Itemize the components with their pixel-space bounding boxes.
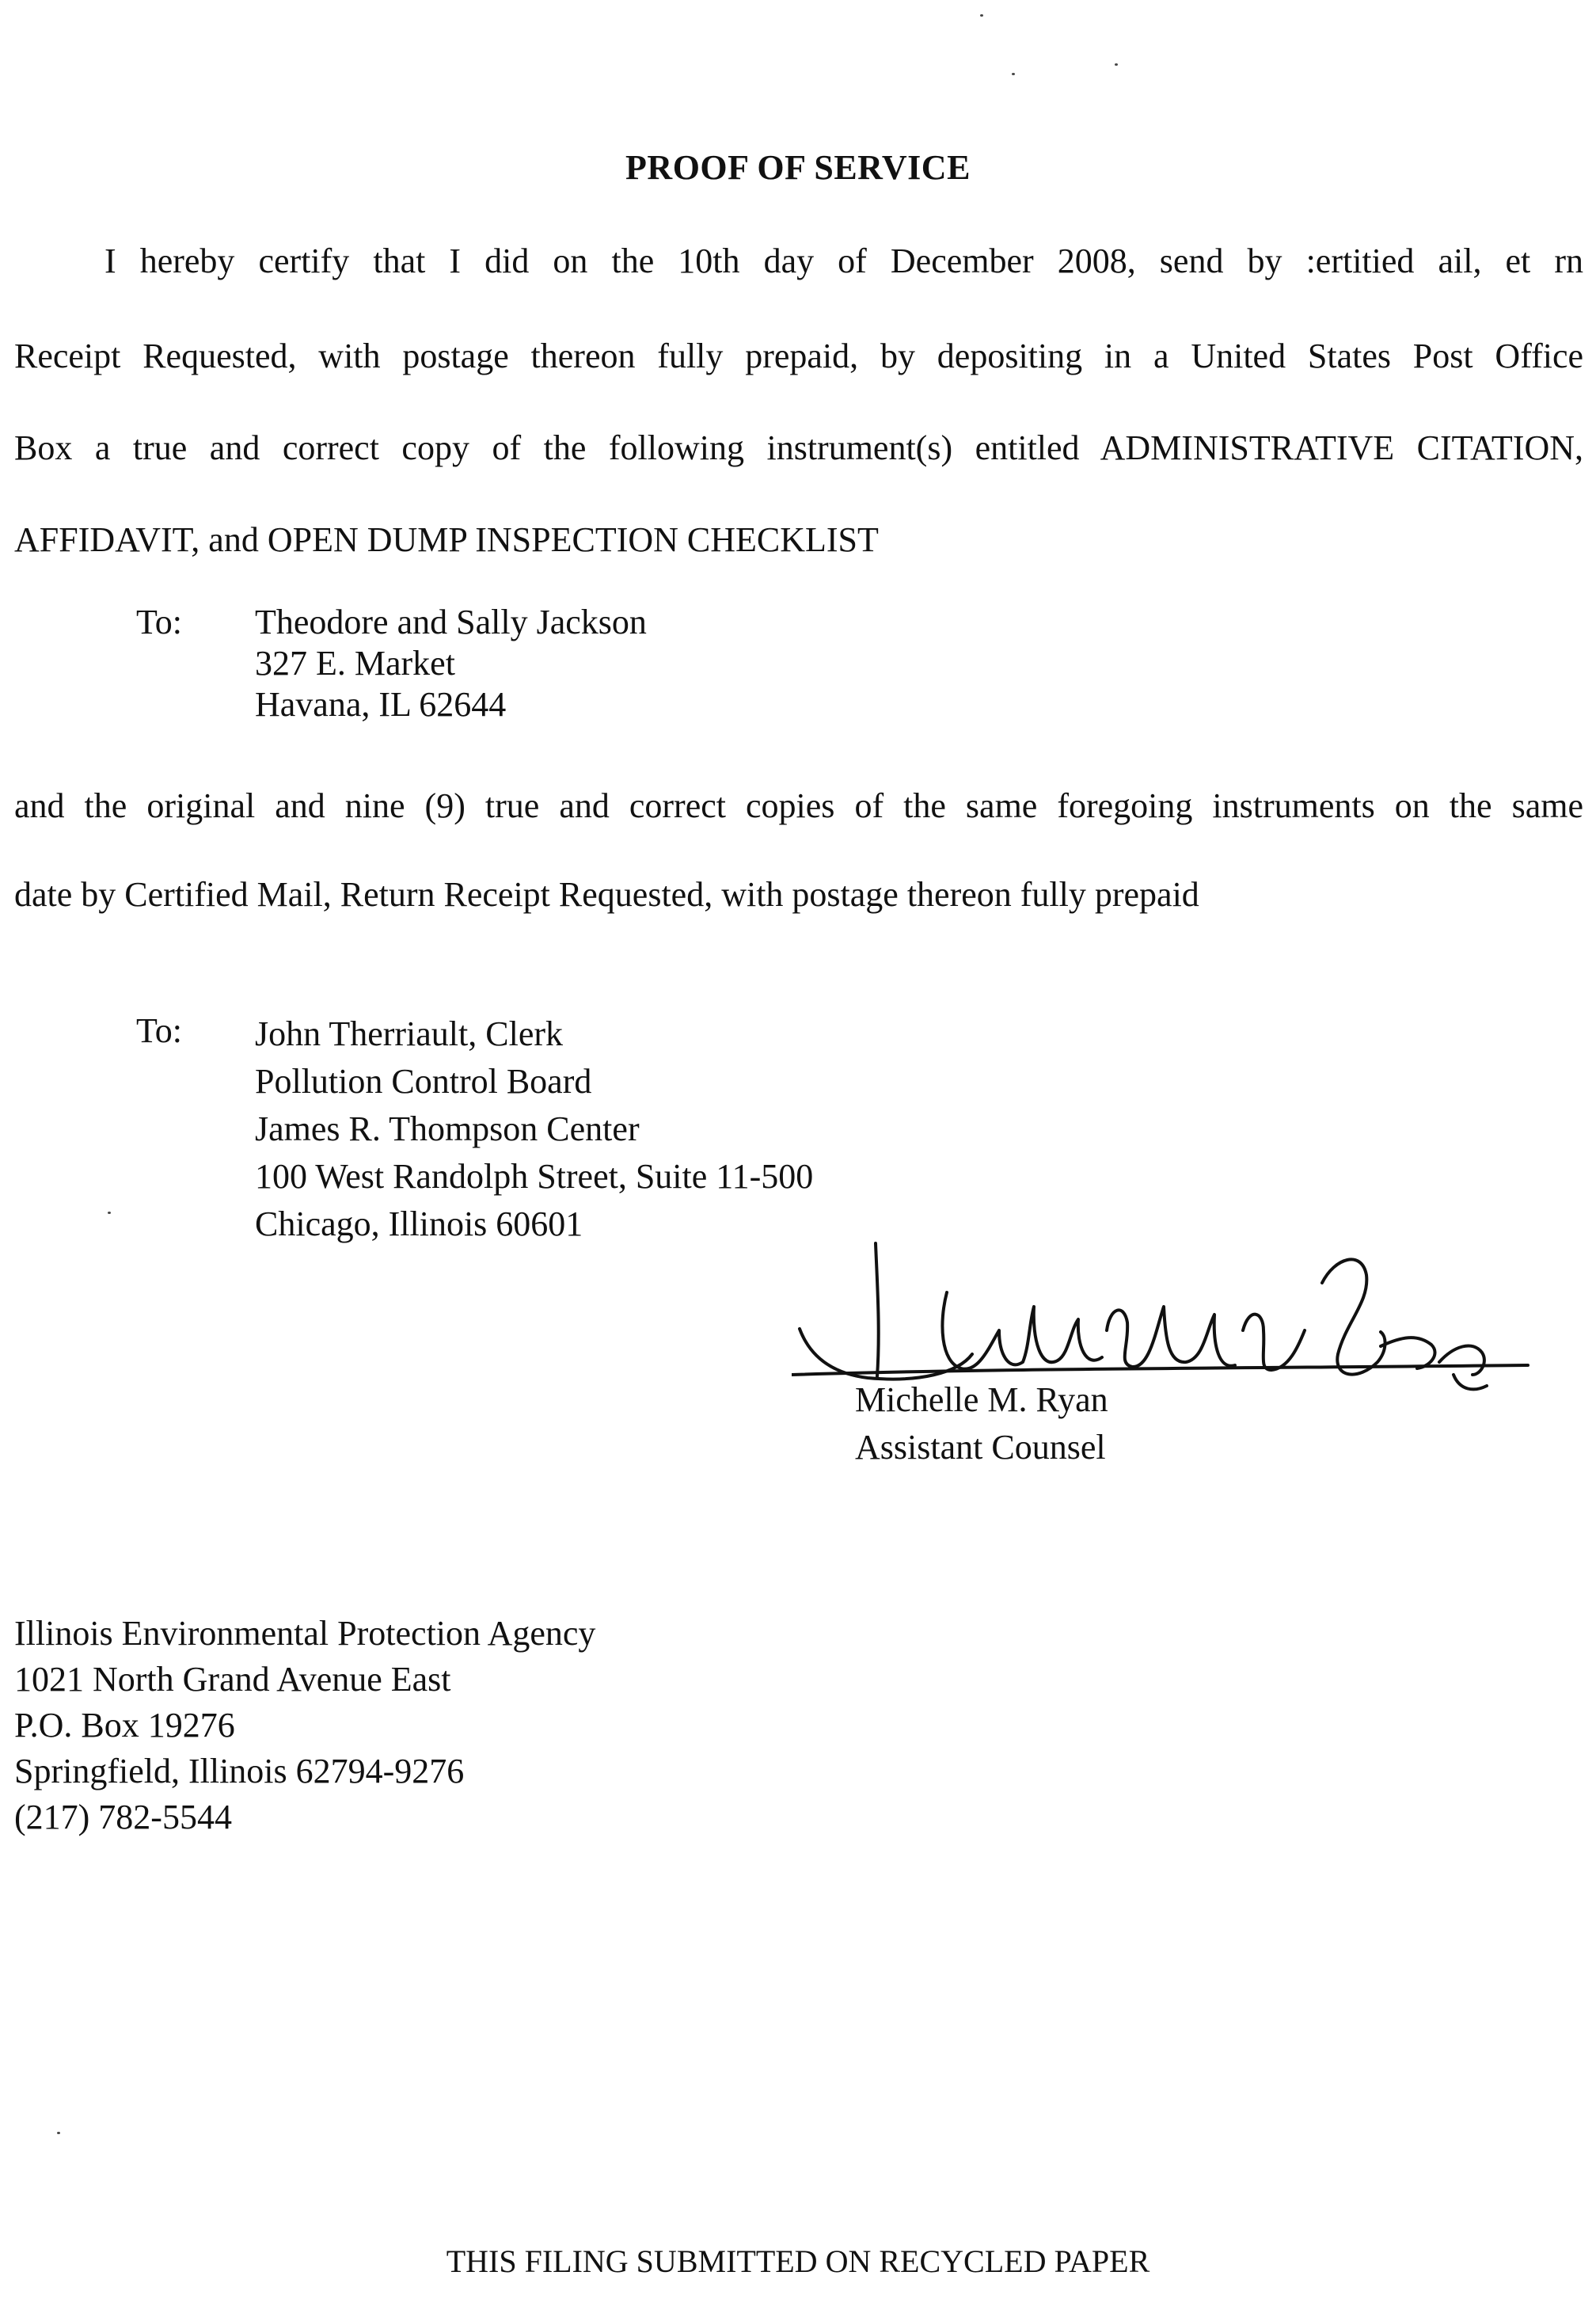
agency-line: (217) 782-5544	[14, 1798, 232, 1836]
recipient2-line: 100 West Randolph Street, Suite 11-500	[255, 1157, 814, 1196]
document-title: PROOF OF SERVICE	[625, 148, 971, 187]
paragraph1-line4: AFFIDAVIT, and OPEN DUMP INSPECTION CHECKLIST	[14, 520, 879, 559]
paragraph2-line2: date by Certified Mail, Return Receipt Requested, with postage thereon fully prepaid	[14, 875, 1199, 914]
recipient1-line: Havana, IL 62644	[255, 685, 507, 724]
recipient1-line: Theodore and Sally Jackson	[255, 603, 647, 641]
scan-speck	[980, 14, 983, 17]
recipient2-line: John Therriault, Clerk	[255, 1014, 563, 1053]
recipient2-line: James R. Thompson Center	[255, 1109, 640, 1148]
scan-speck	[57, 2132, 60, 2134]
paragraph1-line1: I hereby certify that I did on the 10th day of December 2008, send by :ertitied ail, et rn	[104, 242, 1583, 280]
scan-speck	[1012, 73, 1015, 75]
recipient2-to-label: To:	[136, 1011, 183, 1050]
signatory-block	[855, 1376, 1108, 1471]
scan-speck	[1115, 63, 1118, 66]
recipient1-address	[255, 602, 647, 725]
paragraph1-line2: Receipt Requested, with postage thereon fully prepaid, by depositing in a United States Post Office	[14, 337, 1583, 375]
recipient2-line: Pollution Control Board	[255, 1062, 592, 1101]
recipient2-address	[255, 1010, 813, 1248]
scan-speck	[108, 1212, 111, 1214]
signatory-title: Assistant Counsel	[855, 1428, 1106, 1467]
paragraph2-line1: and the original and nine (9) true and correct copies of the same foregoing instruments on the same	[14, 786, 1583, 825]
agency-line: Illinois Environmental Protection Agency	[14, 1614, 596, 1653]
agency-line: P.O. Box 19276	[14, 1706, 235, 1745]
recipient1-to-label: To:	[136, 603, 183, 641]
paragraph1-line3: Box a true and correct copy of the following instrument(s) entitled ADMINISTRATIVE CITATION,	[14, 428, 1583, 467]
recycled-paper-footer: THIS FILING SUBMITTED ON RECYCLED PAPER	[446, 2243, 1150, 2279]
recipient1-line: 327 E. Market	[255, 644, 455, 683]
agency-line: 1021 North Grand Avenue East	[14, 1660, 451, 1699]
agency-line: Springfield, Illinois 62794-9276	[14, 1752, 465, 1790]
signatory-name: Michelle M. Ryan	[855, 1380, 1108, 1419]
agency-address-block	[14, 1611, 595, 1840]
recipient2-line: Chicago, Illinois 60601	[255, 1204, 583, 1243]
